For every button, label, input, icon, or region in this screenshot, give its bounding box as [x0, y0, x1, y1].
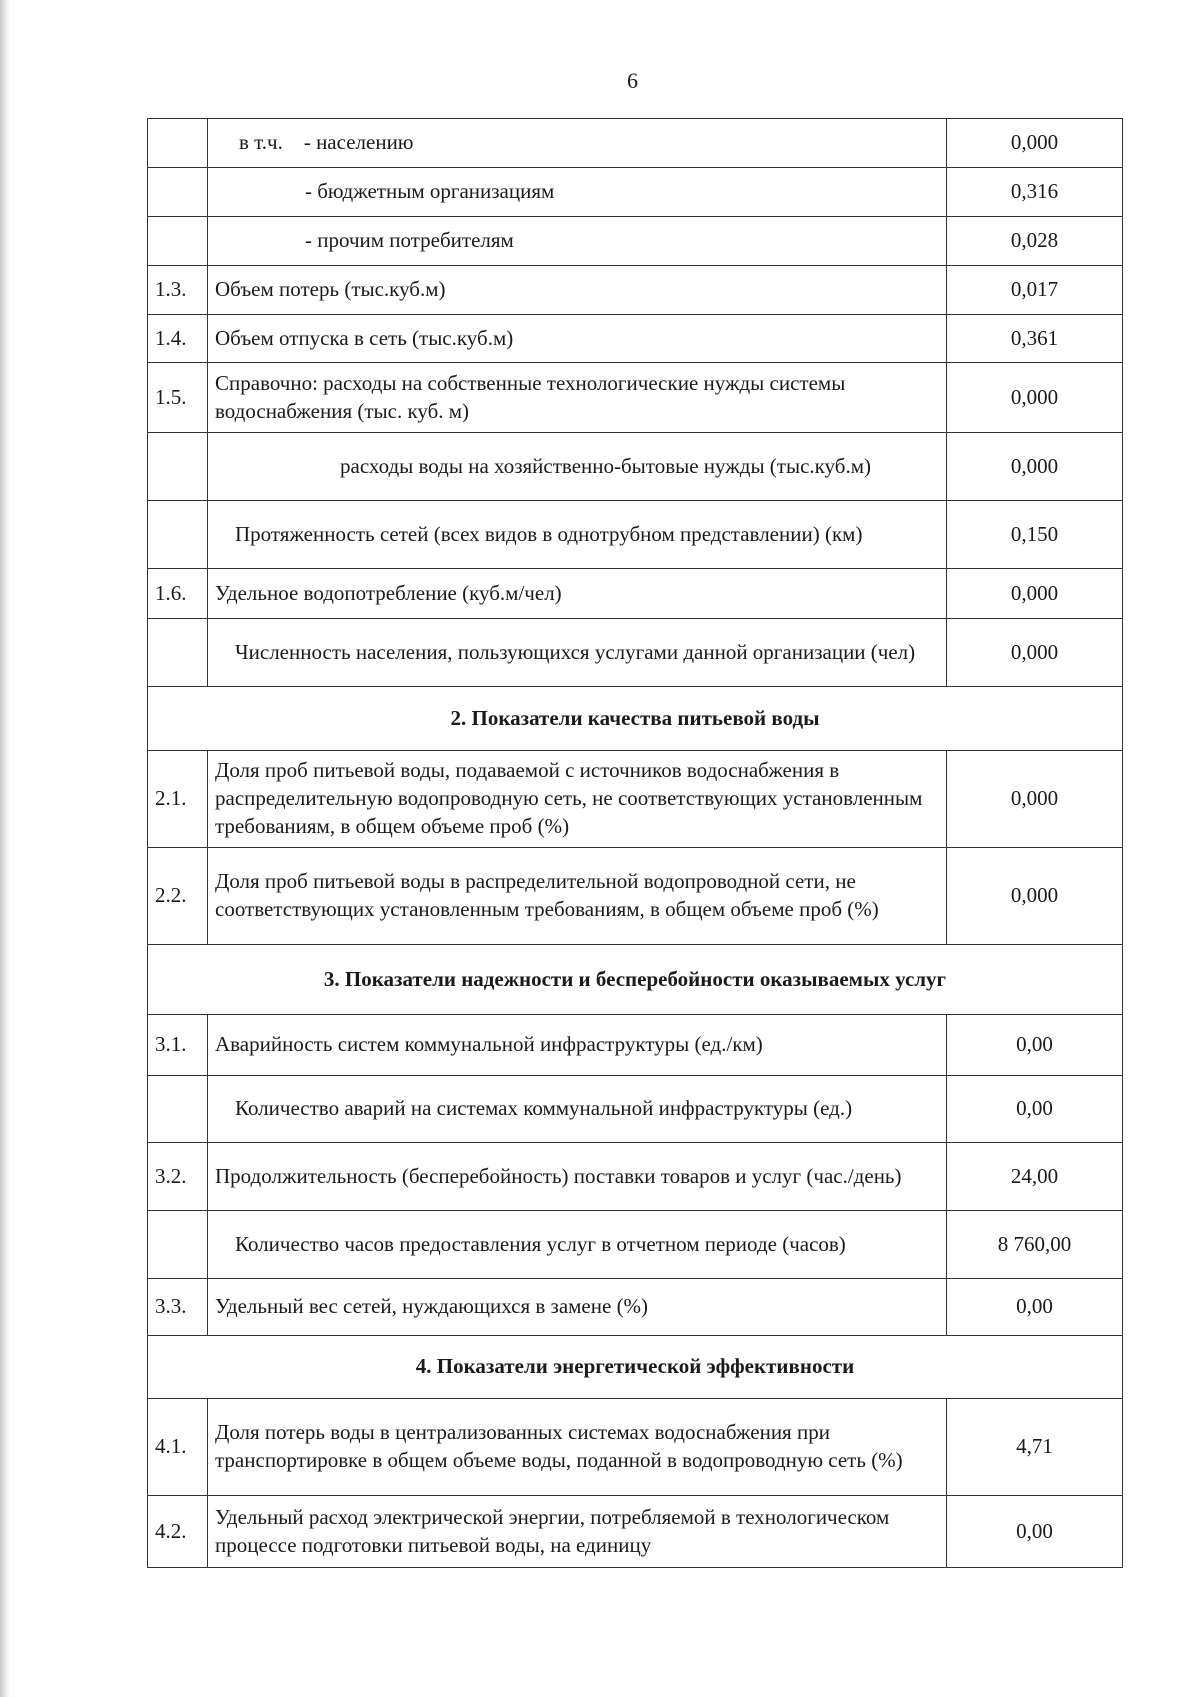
- table-row: [148, 619, 1123, 687]
- table-row: [148, 569, 1123, 619]
- table-row: [148, 1015, 1123, 1076]
- section-heading: 4. Показатели энергетической эффективности: [148, 1336, 1123, 1399]
- row-number: 3.1.: [148, 1015, 208, 1076]
- table-row: [148, 119, 1123, 168]
- row-number: 3.3.: [148, 1279, 208, 1336]
- table-row: [148, 1143, 1123, 1211]
- row-value: 0,000: [947, 363, 1123, 433]
- row-text: Справочно: расходы на собственные технологические нужды системы водоснабжения (тыс. куб. м): [208, 363, 947, 433]
- row-value: 0,361: [947, 315, 1123, 363]
- scan-edge-shadow: [0, 0, 10, 1697]
- row-value: 0,000: [947, 751, 1123, 848]
- row-value: 4,71: [947, 1399, 1123, 1496]
- row-text: Аварийность систем коммунальной инфраструктуры (ед./км): [208, 1015, 947, 1076]
- row-value: 0,000: [947, 848, 1123, 945]
- table-row: [148, 1496, 1123, 1568]
- page-number: 6: [627, 68, 638, 93]
- row-text: [208, 217, 947, 266]
- row-number: [148, 433, 208, 501]
- row-value: 0,028: [947, 217, 1123, 266]
- row-text: Доля потерь воды в централизованных системах водоснабжения при транспортировке в общем объеме воды, поданной в водопроводную сеть (%): [208, 1399, 947, 1496]
- row-value: 0,017: [947, 266, 1123, 315]
- table-row: [148, 266, 1123, 315]
- row-value: 0,316: [947, 168, 1123, 217]
- indicators-table: [147, 118, 1123, 1568]
- row-text: Протяженность сетей (всех видов в однотрубном представлении) (км): [208, 501, 947, 569]
- row-value: 24,00: [947, 1143, 1123, 1211]
- row-text: Количество часов предоставления услуг в отчетном периоде (часов): [208, 1211, 947, 1279]
- row-text: Численность населения, пользующихся услугами данной организации (чел): [208, 619, 947, 687]
- section-heading: 3. Показатели надежности и бесперебойности оказываемых услуг: [148, 945, 1123, 1015]
- section-row: [148, 945, 1123, 1015]
- row-number: 2.2.: [148, 848, 208, 945]
- section-heading: 2. Показатели качества питьевой воды: [148, 687, 1123, 751]
- row-text: [208, 433, 947, 501]
- row-value: 0,00: [947, 1015, 1123, 1076]
- row-text: Объем отпуска в сеть (тыс.куб.м): [208, 315, 947, 363]
- table-row: [148, 1076, 1123, 1143]
- row-number: [148, 1211, 208, 1279]
- row-text-main: - населению: [303, 130, 414, 155]
- row-value: 0,150: [947, 501, 1123, 569]
- row-value: 0,00: [947, 1279, 1123, 1336]
- row-number: [148, 119, 208, 168]
- row-value: 0,00: [947, 1076, 1123, 1143]
- table-row: [148, 315, 1123, 363]
- row-value: 0,000: [947, 119, 1123, 168]
- row-text: Удельный вес сетей, нуждающихся в замене (%): [208, 1279, 947, 1336]
- row-text-prefix: в т.ч.: [239, 130, 283, 155]
- table-row: [148, 217, 1123, 266]
- row-text: Доля проб питьевой воды, подаваемой с источников водоснабжения в распределительную водопроводную сеть, не соответствующих установленным требованиям, в общем объеме проб (%): [208, 751, 947, 848]
- table-row: [148, 1399, 1123, 1496]
- row-value: 0,00: [947, 1496, 1123, 1568]
- table-row: [148, 168, 1123, 217]
- row-number: 2.1.: [148, 751, 208, 848]
- row-text: Удельный расход электрической энергии, потребляемой в технологическом процессе подготовки питьевой воды, на единицу: [208, 1496, 947, 1568]
- row-number: 1.4.: [148, 315, 208, 363]
- row-number: [148, 619, 208, 687]
- section-row: [148, 1336, 1123, 1399]
- row-number: 1.5.: [148, 363, 208, 433]
- row-value: 0,000: [947, 619, 1123, 687]
- row-text-main: расходы воды на хозяйственно-бытовые нужды (тыс.куб.м): [340, 453, 871, 478]
- row-number: 4.1.: [148, 1399, 208, 1496]
- table-row: [148, 751, 1123, 848]
- row-text: Доля проб питьевой воды в распределительной водопроводной сети, не соответствующих установленным требованиям, в общем объеме проб (%): [208, 848, 947, 945]
- row-value: 0,000: [947, 569, 1123, 619]
- row-number: [148, 217, 208, 266]
- row-number: 3.2.: [148, 1143, 208, 1211]
- table-row: [148, 1279, 1123, 1336]
- row-value: 8 760,00: [947, 1211, 1123, 1279]
- row-text: [208, 168, 947, 217]
- row-number: 1.3.: [148, 266, 208, 315]
- row-number: 4.2.: [148, 1496, 208, 1568]
- row-value: 0,000: [947, 433, 1123, 501]
- section-row: [148, 687, 1123, 751]
- row-number: [148, 1076, 208, 1143]
- row-number: [148, 501, 208, 569]
- row-text-main: - прочим потребителям: [305, 228, 514, 253]
- table-row: [148, 363, 1123, 433]
- row-text: Продолжительность (бесперебойность) поставки товаров и услуг (час./день): [208, 1143, 947, 1211]
- row-text: Объем потерь (тыс.куб.м): [208, 266, 947, 315]
- table-row: [148, 433, 1123, 501]
- row-text-main: - бюджетным организациям: [305, 179, 555, 204]
- table-row: [148, 1211, 1123, 1279]
- row-number: [148, 168, 208, 217]
- row-number: 1.6.: [148, 569, 208, 619]
- row-text: Удельное водопотребление (куб.м/чел): [208, 569, 947, 619]
- row-text: Количество аварий на системах коммунальной инфраструктуры (ед.): [208, 1076, 947, 1143]
- row-text: [208, 119, 947, 168]
- table-row: [148, 501, 1123, 569]
- table-row: [148, 848, 1123, 945]
